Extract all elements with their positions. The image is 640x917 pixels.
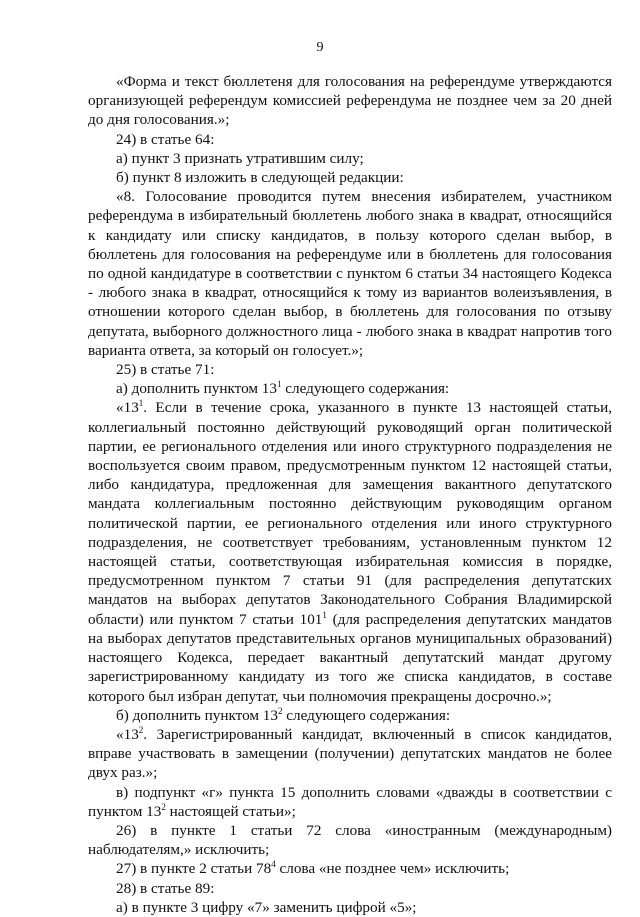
text-fragment: настоящей статьи»; <box>165 802 296 820</box>
text-fragment: . Если в течение срока, указанного в пункте 13 настоящей статьи, коллегиальный постоянно действующий руководящий орган политической партии, ее регионального отделения или иного структурного подразделения не воспользуется своим правом, предусмотренным пунктом 12 настоящей статьи, либо кандидатура, предложенная для замещения вакантного депутатского мандата коллегиальным постоянно действующим руководящим органом политической партии, ее регионального отделения или иного структурного подразделения, не соответствует требованиям, установленным пунктом 12 настоящей статьи, соответствующая избирательная комиссия в порядке, предусмотренном пунктом 7 статьи 91 (для распределения депутатских мандатов на выборах депутатов Законодательного Собрания Владимирской области) или пунктом 7 статьи 101 <box>88 399 612 628</box>
paragraph-ballot-form: «Форма и текст бюллетеня для голосования на референдуме утверждаются организующей референдум комиссией референдума не позднее чем за 20 дней до дня голосования.»; <box>88 73 612 129</box>
text-fragment: «13 <box>116 399 139 417</box>
text-fragment: б) дополнить пунктом 13 <box>116 706 278 724</box>
superscript: 1 <box>138 398 144 409</box>
superscript: 4 <box>271 859 276 870</box>
paragraph-64-b: б) пункт 8 изложить в следующей редакции: <box>116 169 404 187</box>
text-fragment: следующего содержания: <box>282 706 451 724</box>
superscript: 1 <box>322 609 327 620</box>
text-fragment: следующего содержания: <box>281 380 450 398</box>
paragraph-71-13-1-text <box>88 398 612 705</box>
text-fragment: а) дополнить пунктом 13 <box>116 380 277 398</box>
paragraph-64-8-text: «8. Голосование проводится путем внесения избирателем, участником референдума в избирательный бюллетень любого знака в квадрат, относящийся к кандидату или списку кандидатов, в пользу которого сделан выбор, в бюллетень для голосования на референдуме или в бюллетень для голосования по одной кандидатуре в соответствии с пунктом 6 статьи 34 настоящего Кодекса - любого знака в квадрат, относящийся к тому из вариантов волеизъявления, в отношении которого сделан выбор, в бюллетень для голосования по отзыву депутата, выборного должностного лица - любого знака в квадрат напротив того варианта ответа, за который он голосует.»; <box>88 188 612 359</box>
paragraph-article-72: 26) в пункте 1 статьи 72 слова «иностранным (международным) наблюдателям,» исключить; <box>88 821 612 859</box>
paragraph-article-64: 24) в статье 64: <box>116 130 215 148</box>
text-fragment: в) подпункт «г» пункта 15 дополнить словами «дважды в соответствии с пунктом 13 <box>88 783 612 820</box>
paragraph-71-b <box>88 706 612 725</box>
text-fragment: 27) в пункте 2 статьи 78 <box>116 860 272 878</box>
text-fragment: «13 <box>116 725 139 743</box>
text-fragment: . Зарегистрированный кандидат, включенный в список кандидатов, вправе участвовать в замещении (получении) депутатских мандатов не более двух раз.»; <box>88 725 612 782</box>
page-number: 9 <box>316 40 324 55</box>
text-fragment: (для распределения депутатских мандатов на выборах депутатов представительных органов муниципальных образований) настоящего Кодекса, передает вакантный депутатский мандат другому зарегистрированному кандидату из того же списка кандидатов, в составе которого был избран депутат, чьи полномочия прекращены досрочно.»; <box>88 610 612 705</box>
paragraph-71-v <box>88 783 612 821</box>
paragraph-71-a <box>88 379 612 398</box>
paragraph-article-78-4 <box>88 859 612 878</box>
paragraph-64-a: а) пункт 3 признать утратившим силу; <box>116 149 364 167</box>
superscript: 1 <box>277 379 282 390</box>
document-body <box>88 72 612 917</box>
text-fragment: слова «не позднее чем» исключить; <box>275 860 510 878</box>
paragraph-71-13-2-text <box>88 725 612 783</box>
superscript: 2 <box>277 705 283 716</box>
paragraph-article-71: 25) в статье 71: <box>116 361 215 379</box>
paragraph-article-89: 28) в статье 89: <box>116 879 215 897</box>
paragraph-89-a: а) в пункте 3 цифру «7» заменить цифрой «5»; <box>116 898 417 916</box>
superscript: 2 <box>138 724 144 735</box>
superscript: 2 <box>161 801 166 812</box>
